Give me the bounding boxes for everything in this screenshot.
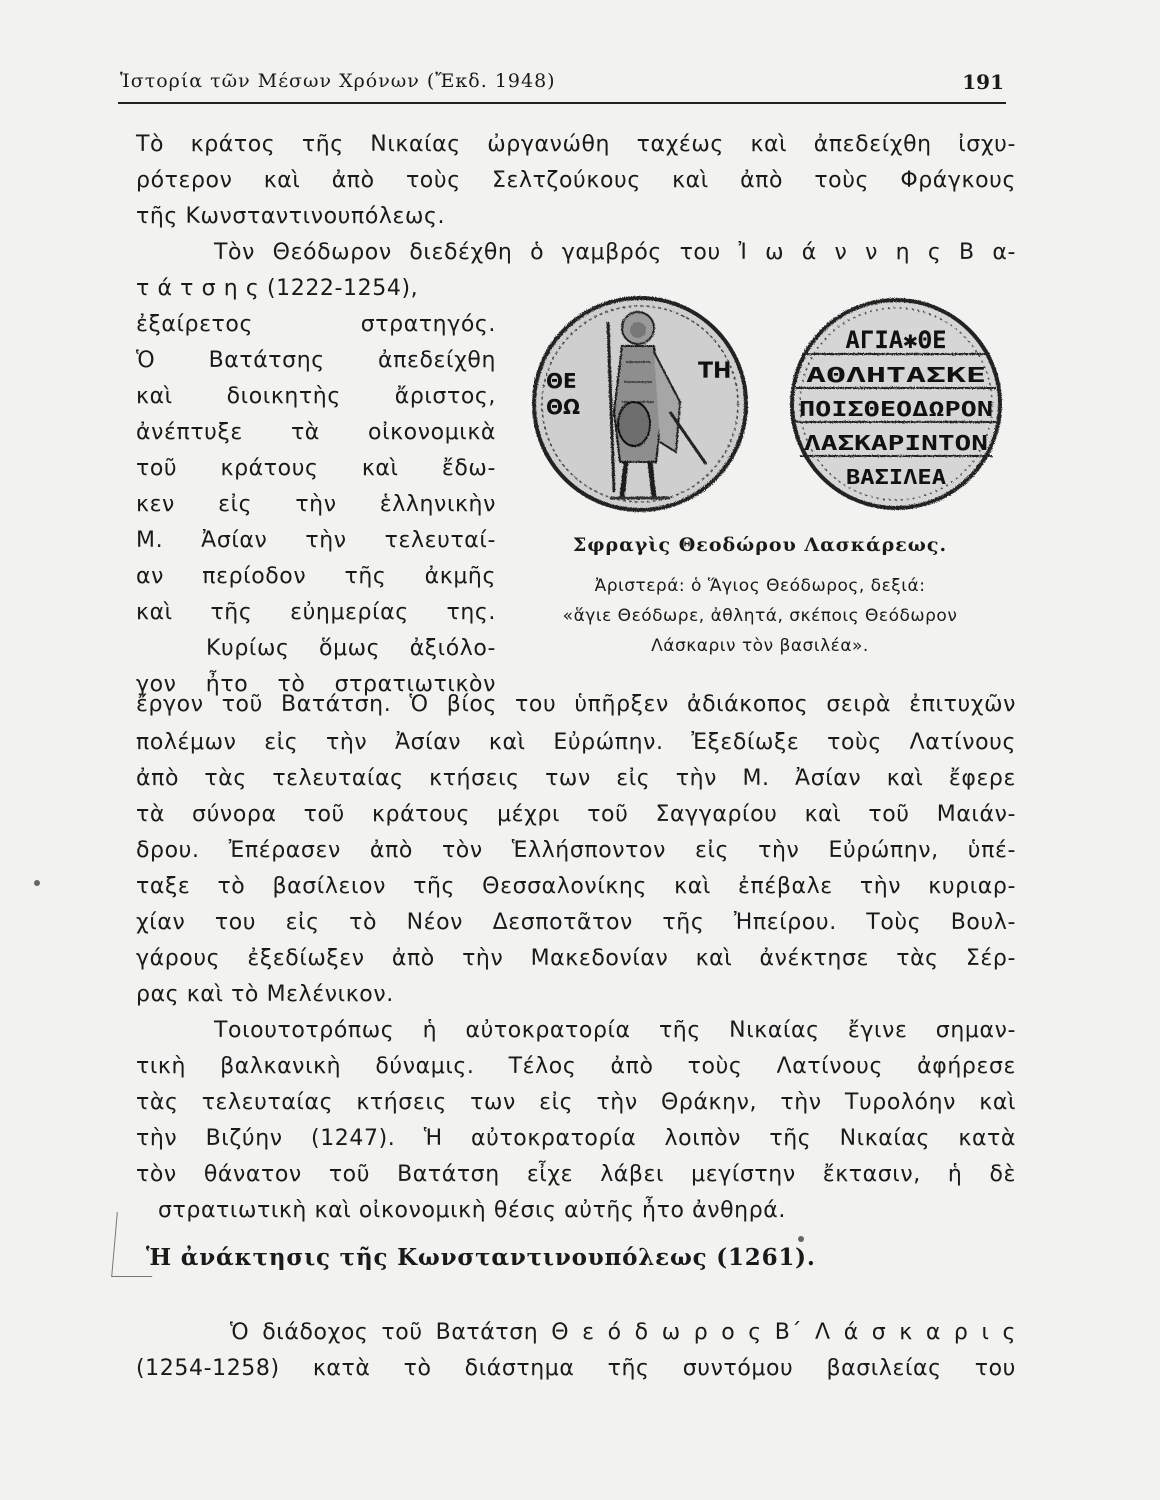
body-line: Κυρίως ὅμως ἀξιόλο- <box>206 636 496 661</box>
body-line: τὰς τελευταίας κτήσεις των εἰς τὴν Θράκην, τὴν Τυρολόην καὶ <box>136 1090 1016 1115</box>
seal-inscription-line: ΠΟΙΣΘΕΟΔΩΡΟΝ <box>799 397 993 421</box>
figure-caption-line: Λάσκαριν τὸν βασιλέα». <box>651 636 869 656</box>
body-line: Τὸ κράτος τῆς Νικαίας ὠργανώθη ταχέως καὶ ἀπεδείχθη ἰσχυ- <box>136 132 1016 157</box>
body-line: τὴν Βιζύην (1247). Ἡ αὐτοκρατορία λοιπὸν τῆς Νικαίας κατὰ <box>136 1126 1016 1151</box>
body-line: στρατιωτικὴ καὶ οἰκονομικὴ θέσις αὐτῆς ἦτο ἀνθηρά. <box>158 1198 786 1223</box>
body-line: ἔργον τοῦ Βατάτση. Ὁ βίος του ὑπῆρξεν ἀδιάκοπος σειρὰ ἐπιτυχῶν <box>136 692 1016 717</box>
body-line: Μ. Ἀσίαν τὴν τελευταί- <box>136 528 496 553</box>
body-line: γον ἦτο τὸ στρατιωτικὸν <box>136 672 496 697</box>
body-line: καὶ διοικητὴς ἄριστος, <box>136 384 496 409</box>
seal-inscription-line: ΛΑΣΚΑΡΙΝΤΟΝ <box>804 431 988 455</box>
paper-speck <box>34 880 40 886</box>
body-line: ἐξαίρετος στρατηγός. <box>136 312 496 337</box>
seal-letters-left: ΘΕ <box>546 369 577 393</box>
seal-figure <box>530 292 1010 528</box>
body-line: Τοιουτοτρόπως ἡ αὐτοκρατορία τῆς Νικαίας ἔγινε σημαν- <box>214 1018 1016 1043</box>
body-line: τικὴ βαλκανικὴ δύναμις. Τέλος ἀπὸ τοὺς Λατίνους ἀφήρεσε <box>136 1054 1016 1079</box>
body-line: γάρους ἐξεδίωξεν ἀπὸ τὴν Μακεδονίαν καὶ ἀνέκτησε τὰς Σέρ- <box>136 946 1016 971</box>
seal-letters-right: ΤΗ <box>698 359 732 384</box>
seal-letters-left: ΘΩ <box>546 395 581 419</box>
body-line: τὸν θάνατον τοῦ Βατάτση εἶχε λάβει μεγίστην ἔκτασιν, ἡ δὲ <box>136 1162 1016 1187</box>
body-line: κεν εἰς τὴν ἑλληνικὴν <box>136 492 496 517</box>
section-heading: Ἡ ἀνάκτησις τῆς Κωνσταντινουπόλεως (1261). <box>146 1244 816 1271</box>
seal-inscription-line: ΒΑΣΙΛΕΑ <box>846 465 946 489</box>
figure-caption-line: «ἅγιε Θεόδωρε, ἀθλητά, σκέποις Θεόδωρον <box>562 606 958 626</box>
seal-inscription-line: ΑΘΛΗΤΑΣΚΕ <box>806 363 986 387</box>
body-line: Ὁ διάδοχος τοῦ Βατάτση Θ ε ό δ ω ρ ο ς Β΄ Λ ά σ κ α ρ ι ς <box>230 1320 1016 1345</box>
body-line: καὶ τῆς εὐημερίας της. <box>136 600 496 625</box>
page-header <box>118 62 1006 104</box>
figure-caption-line: Ἀριστερά: ὁ Ἅγιος Θεόδωρος, δεξιά: <box>594 576 926 596</box>
running-head: Ἱστορία τῶν Μέσων Χρόνων (Ἔκδ. 1948) <box>120 70 556 92</box>
body-line: τὰ σύνορα τοῦ κράτους μέχρι τοῦ Σαγγαρίου καὶ τοῦ Μαιάν- <box>136 802 1016 827</box>
body-line: τῆς Κωνσταντινουπόλεως. <box>136 204 446 229</box>
body-line: ρας καὶ τὸ Μελένικον. <box>136 982 394 1007</box>
body-line: χίαν του εἰς τὸ Νέον Δεσποτᾶτον τῆς Ἠπείρου. Τοὺς Βουλ- <box>136 910 1016 935</box>
body-line: Ὁ Βατάτσης ἀπεδείχθη <box>136 348 496 373</box>
body-line: ρότερον καὶ ἀπὸ τοὺς Σελτζούκους καὶ ἀπὸ τοὺς Φράγκους <box>136 168 1016 193</box>
seal-inscription-line: ΑΓΙΑ✱ΘΕ <box>845 326 947 354</box>
body-line: ἀνέπτυξε τὰ οἰκονομικὰ <box>136 420 496 445</box>
body-line: ταξε τὸ βασίλειον τῆς Θεσσαλονίκης καὶ ἐπέβαλε τὴν κυριαρ- <box>136 874 1016 899</box>
body-line: Τὸν Θεόδωρον διεδέχθη ὁ γαμβρός του Ἰ ω ά ν ν η ς Β α- <box>214 240 1016 265</box>
body-line: τοῦ κράτους καὶ ἔδω- <box>136 456 496 481</box>
page-number: 191 <box>962 70 1004 94</box>
body-line: δρου. Ἐπέρασεν ἀπὸ τὸν Ἑλλήσποντον εἰς τὴν Εὐρώπην, ὑπέ- <box>136 838 1016 863</box>
body-line: ἀπὸ τὰς τελευταίας κτήσεις των εἰς τὴν Μ. Ἀσίαν καὶ ἔφερε <box>136 766 1016 791</box>
paper-speck <box>798 1236 804 1242</box>
body-line: (1254-1258) κατὰ τὸ διάστημα τῆς συντόμου βασιλείας του <box>136 1356 1016 1381</box>
body-line: αν περίοδον τῆς ἀκμῆς <box>136 564 496 589</box>
body-line: τ ά τ σ η ς (1222-1254), <box>136 276 419 301</box>
body-line: πολέμων εἰς τὴν Ἀσίαν καὶ Εὐρώπην. Ἐξεδίωξε τοὺς Λατίνους <box>136 730 1016 755</box>
figure-caption-title: Σφραγὶς Θεοδώρου Λασκάρεως. <box>572 534 948 556</box>
